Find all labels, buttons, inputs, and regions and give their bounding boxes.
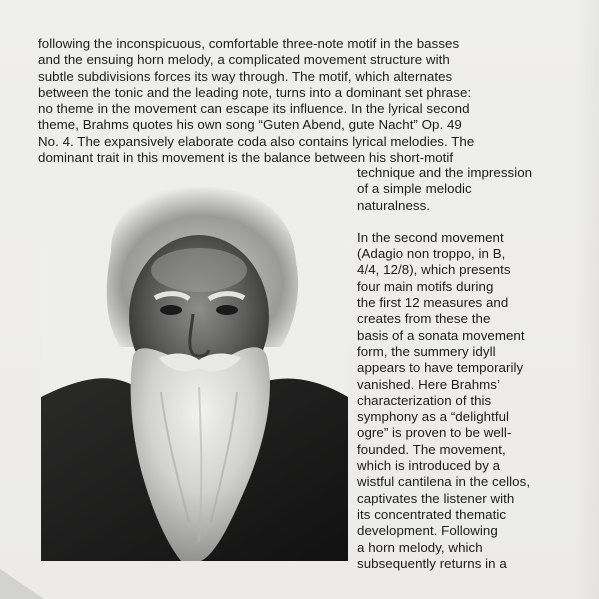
page-corner-shadow	[0, 569, 44, 599]
column-line: creates from these the	[357, 311, 491, 327]
intro-line: no theme in the movement can escape its influence. In the lyrical second	[38, 101, 470, 117]
column-line: ogre” is proven to be well-	[357, 425, 512, 441]
intro-line: dominant trait in this movement is the balance between his short-motif	[38, 150, 454, 166]
column-line: subsequently returns in a	[357, 555, 507, 571]
column-line: technique and the impression	[357, 165, 533, 180]
column-line: characterization of this	[357, 392, 492, 408]
column-line: which is introduced by a	[357, 458, 501, 474]
intro-paragraph	[38, 36, 474, 166]
column-line: basis of a sonata movement	[357, 327, 525, 343]
intro-line: and the ensuing horn melody, a complicated movement structure with	[38, 52, 450, 68]
column-line: (Adagio non troppo, in B,	[357, 246, 506, 262]
column-line: In the second movement	[357, 229, 504, 245]
intro-line: between the tonic and the leading note, turns into a dominant set phrase:	[38, 84, 472, 100]
column-line: development. Following	[357, 523, 498, 539]
intro-line: following the inconspicuous, comfortable three-note motif in the basses	[38, 36, 460, 51]
intro-line: No. 4. The expansively elaborate coda also contains lyrical melodies. The	[38, 133, 475, 149]
column-line: form, the summery idyll	[357, 343, 496, 359]
column-line: a horn melody, which	[357, 539, 483, 555]
column-line: vanished. Here Brahms’	[357, 376, 500, 392]
column-line: captivates the listener with	[357, 490, 515, 506]
paragraph-gap	[357, 214, 532, 230]
column-line: founded. The movement,	[357, 441, 506, 457]
intro-line: subtle subdivisions forces its way through. The motif, which alternates	[38, 68, 453, 84]
column-line: appears to have temporarily	[357, 360, 524, 376]
brahms-portrait-photo	[41, 182, 348, 561]
column-line: the first 12 measures and	[357, 295, 509, 311]
column-line: symphony as a “delightful	[357, 409, 510, 425]
right-column-text	[357, 165, 532, 572]
column-line: wistful cantilena in the cellos,	[357, 474, 531, 490]
column-line: of a simple melodic	[357, 181, 472, 197]
column-line: its concentrated thematic	[357, 506, 507, 522]
column-line: four main motifs during	[357, 278, 494, 294]
page-edge-shade	[577, 0, 599, 599]
column-line: naturalness.	[357, 197, 431, 213]
column-line: 4/4, 12/8), which presents	[357, 262, 511, 278]
intro-line: theme, Brahms quotes his own song “Guten Abend, gute Nacht” Op. 49	[38, 117, 462, 133]
